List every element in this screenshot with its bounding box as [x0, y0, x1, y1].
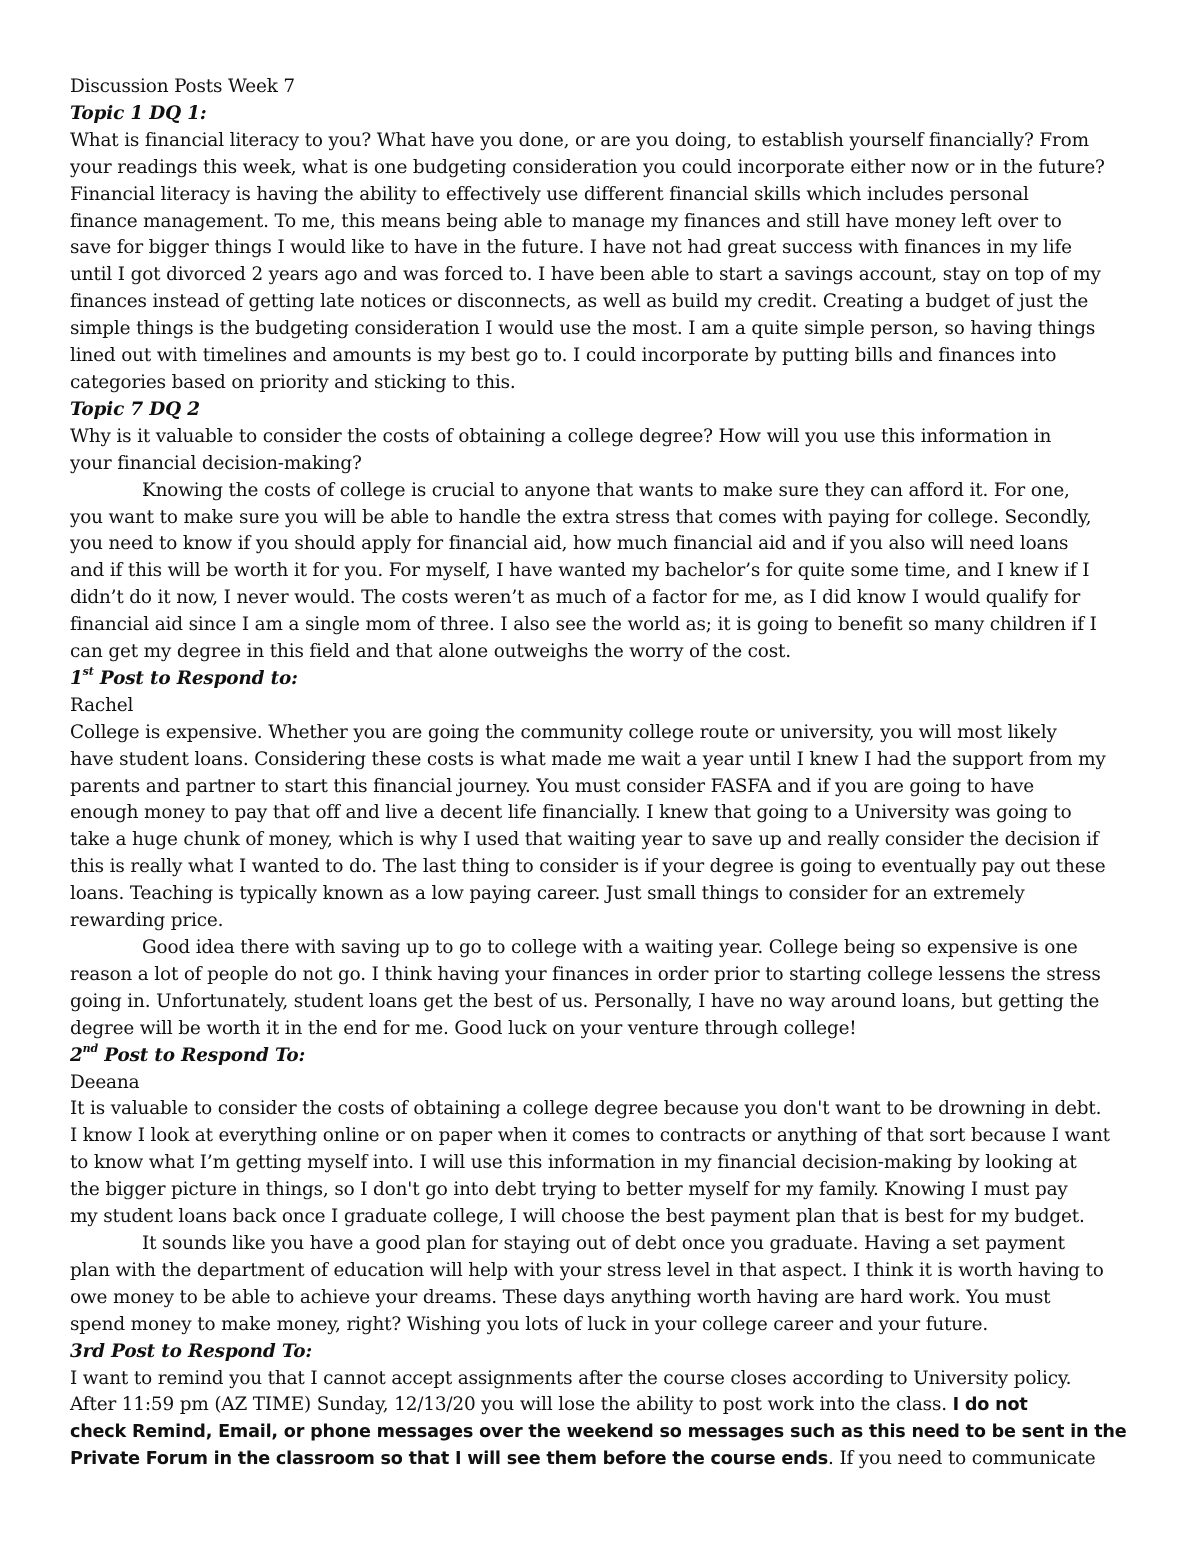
topic2-heading: Topic 7 DQ 2 [70, 398, 200, 420]
post2-heading-text: Post to Respond To: [98, 1044, 306, 1066]
topic2-answer-line: you want to make sure you will be able to handle the extra stress that comes with paying for college. Secondly, [70, 506, 1092, 528]
post1-reply-line: degree will be worth it in the end for me. Good luck on your venture through college! [70, 1017, 857, 1039]
topic2-question-line: Why is it valuable to consider the costs of obtaining a college degree? How will you use this information in [70, 425, 1052, 447]
topic1-answer-line: save for bigger things I would like to have in the future. I have not had great success with finances in my life [70, 237, 1072, 259]
topic1-question-line: What is financial literacy to you? What have you done, or are you doing, to establish yourself financially? From [70, 129, 1089, 151]
post2-reply-line: spend money to make money, right? Wishing you lots of luck in your college career and your future. [70, 1313, 989, 1335]
topic2-answer-text: Knowing the costs of college is crucial to anyone that wants to make sure they can afford it. For one, [142, 479, 1070, 501]
topic1-answer-line: lined out with timelines and amounts is my best go to. I could incorporate by putting bills and finances into [70, 345, 1057, 367]
topic2-answer-line: didn’t do it now, I never would. The costs weren’t as much of a factor for me, as I did know I would qualify for [70, 587, 1081, 609]
topic1-answer-line: finance management. To me, this means being able to manage my finances and still have money left over to [70, 210, 1062, 232]
topic1-answer-line: finances instead of getting late notices or disconnects, as well as build my credit. Creating a budget of just the [70, 291, 1089, 313]
post3-body-line [70, 1446, 1134, 1473]
post1-reply-text: Good idea there with saving up to go to college with a waiting year. College being so expensive is one [142, 937, 1078, 958]
post1-body-line: have student loans. Considering these costs is what made me wait a year until I knew I had the support from my [70, 748, 1106, 770]
post2-body-line: the bigger picture in things, so I don't go into debt trying to better myself for my family. Knowing I must pay [70, 1179, 1068, 1201]
topic1-answer-line: simple things is the budgeting consideration I would use the most. I am a quite simple person, so having things [70, 318, 1096, 340]
post1-author: Rachel [70, 694, 134, 716]
topic2-answer-line: you need to know if you should apply for financial aid, how much financial aid and if you also will need loans [70, 533, 1069, 555]
topic1-answer-line: until I got divorced 2 years ago and was forced to. I have been able to start a savings account, stay on top of my [70, 264, 1101, 286]
post2-reply-line [70, 1231, 1134, 1258]
post1-body-line: loans. Teaching is typically known as a low paying career. Just small things to consider for an extremely [70, 883, 1025, 905]
post1-heading-suffix: st [82, 664, 94, 678]
post3-body-line: I want to remind you that I cannot accept assignments after the course closes according to University policy. [70, 1367, 1072, 1389]
post1-body-line: enough money to pay that off and live a decent life financially. I knew that going to a University was going to [70, 802, 1072, 824]
topic1-heading: Topic 1 DQ 1: [70, 102, 207, 124]
post1-reply-line [70, 935, 1134, 962]
post2-heading-number: 2 [70, 1044, 83, 1066]
post2-reply-text: It sounds like you have a good plan for staying out of debt once you graduate. Having a set payment [142, 1232, 1065, 1254]
post3-bold-text: Private Forum in the classroom so that I will see them before the course ends [70, 1449, 829, 1470]
post1-reply-line: going in. Unfortunately, student loans get the best of us. Personally, I have no way around loans, but getting the [70, 990, 1100, 1012]
post1-heading [70, 666, 1134, 693]
post3-plain-text: . If you need to communicate [828, 1448, 1096, 1470]
topic2-answer-line: can get my degree in this field and that alone outweighs the worry of the cost. [70, 641, 791, 663]
post1-body-line: parents and partner to start this financial journey. You must consider FASFA and if you are going to have [70, 775, 1035, 797]
post3-bold-line: check Remind, Email, or phone messages over the weekend so messages such as this need to be sent in the [70, 1422, 1127, 1443]
topic2-answer-line: and if this will be worth it for you. For myself, I have wanted my bachelor’s for quite some time, and I knew if I [70, 560, 1090, 582]
post1-body-line: this is really what I wanted to do. The last thing to consider is if your degree is going to eventually pay out these [70, 856, 1106, 878]
document-page [70, 74, 1134, 1473]
post2-body-line: It is valuable to consider the costs of obtaining a college degree because you don't want to be drowning in debt. [70, 1098, 1102, 1120]
post2-body-line: I know I look at everything online or on paper when it comes to contracts or anything of that sort because I want [70, 1125, 1110, 1147]
post1-heading-number: 1 [70, 667, 83, 689]
topic2-answer-line: financial aid since I am a single mom of three. I also see the world as; it is going to benefit so many children if I [70, 614, 1097, 636]
topic1-answer-line: categories based on priority and sticking to this. [70, 371, 516, 393]
topic1-answer-line: Financial literacy is having the ability to effectively use different financial skills which includes personal [70, 183, 1029, 205]
post2-heading-suffix: nd [82, 1041, 99, 1055]
post1-reply-line: reason a lot of people do not go. I think having your finances in order prior to starting college lessens the stress [70, 963, 1101, 985]
post1-heading-text: Post to Respond to: [93, 667, 298, 689]
post2-reply-line: plan with the department of education will help with your stress level in that aspect. I think it is worth having to [70, 1259, 1104, 1281]
post2-heading [70, 1043, 1134, 1070]
post1-body-line: College is expensive. Whether you are going the community college route or university, you will most likely [70, 721, 1057, 743]
post3-body-line [70, 1392, 1134, 1419]
topic1-question-line: your readings this week, what is one budgeting consideration you could incorporate either now or in the future? [70, 156, 1105, 178]
topic2-question-line: your financial decision-making? [70, 452, 362, 474]
post2-author: Deeana [70, 1071, 140, 1093]
post2-body-line: to know what I’m getting myself into. I will use this information in my financial decision-making by looking at [70, 1152, 1077, 1174]
document-title: Discussion Posts Week 7 [70, 76, 295, 97]
post2-reply-line: owe money to be able to achieve your dreams. These days anything worth having are hard work. You must [70, 1286, 1051, 1308]
topic2-answer-line [70, 478, 1134, 505]
post1-body-line: take a huge chunk of money, which is why I used that waiting year to save up and really consider the decision if [70, 829, 1099, 851]
post3-bold-text: I do not [952, 1395, 1028, 1416]
post1-body-line: rewarding price. [70, 910, 224, 932]
post2-body-line: my student loans back once I graduate college, I will choose the best payment plan that is best for my budget. [70, 1206, 1085, 1228]
post3-deadline-text: After 11:59 pm (AZ TIME) Sunday, 12/13/20 you will lose the ability to post work into the class. [70, 1394, 953, 1416]
post3-heading: 3rd Post to Respond To: [70, 1340, 313, 1362]
